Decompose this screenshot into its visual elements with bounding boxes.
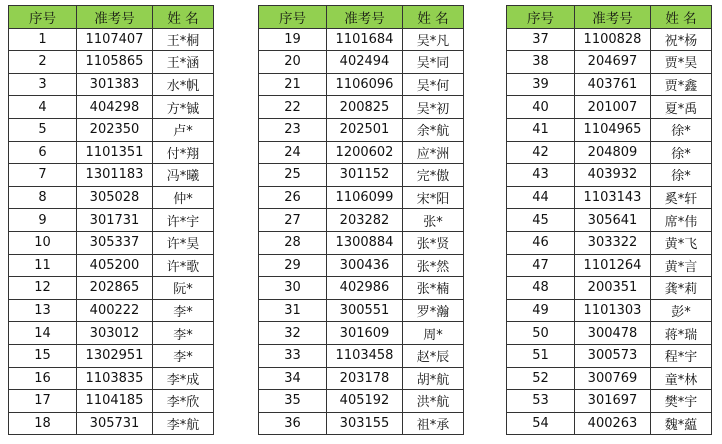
name-cell: 彭* [651, 299, 712, 322]
table-row [259, 209, 464, 232]
name-cell: 贾*昊 [651, 51, 712, 74]
seq-cell: 3 [9, 73, 77, 96]
name-cell: 水*帆 [153, 73, 214, 96]
seq-cell: 12 [9, 277, 77, 300]
exam-no-cell: 1300884 [327, 231, 403, 254]
column-header-name: 姓 名 [403, 6, 464, 29]
seq-cell: 46 [507, 231, 575, 254]
exam-no-cell: 403761 [575, 73, 651, 96]
seq-cell: 40 [507, 96, 575, 119]
exam-no-cell: 305028 [77, 186, 153, 209]
exam-no-cell: 1101303 [575, 299, 651, 322]
name-cell: 余*航 [403, 118, 464, 141]
table-row [507, 209, 712, 232]
table-row [259, 277, 464, 300]
name-cell: 张*贤 [403, 231, 464, 254]
table-row [259, 51, 464, 74]
table-row [507, 254, 712, 277]
table-row [259, 299, 464, 322]
table-row [9, 186, 214, 209]
name-cell: 阮* [153, 277, 214, 300]
name-cell: 夏*禹 [651, 96, 712, 119]
table-row [507, 51, 712, 74]
name-cell: 完*傲 [403, 164, 464, 187]
table-row [259, 164, 464, 187]
table-row [259, 141, 464, 164]
name-cell: 李* [153, 322, 214, 345]
exam-no-cell: 404298 [77, 96, 153, 119]
exam-no-cell: 1103458 [327, 344, 403, 367]
column-header-name: 姓 名 [651, 6, 712, 29]
table-row [9, 322, 214, 345]
seq-cell: 54 [507, 412, 575, 435]
table-row [259, 412, 464, 435]
seq-cell: 7 [9, 164, 77, 187]
name-cell: 张*楠 [403, 277, 464, 300]
roster-table-1 [8, 5, 214, 435]
name-cell: 宋*阳 [403, 186, 464, 209]
table-row [507, 96, 712, 119]
table-row [9, 96, 214, 119]
table-row [9, 118, 214, 141]
column-header-name: 姓 名 [153, 6, 214, 29]
seq-cell: 36 [259, 412, 327, 435]
exam-no-cell: 300573 [575, 344, 651, 367]
name-cell: 蒋*瑞 [651, 322, 712, 345]
seq-cell: 25 [259, 164, 327, 187]
seq-cell: 4 [9, 96, 77, 119]
exam-no-cell: 1104185 [77, 390, 153, 413]
name-cell: 黄*飞 [651, 231, 712, 254]
table-row [507, 322, 712, 345]
seq-cell: 38 [507, 51, 575, 74]
seq-cell: 45 [507, 209, 575, 232]
seq-cell: 8 [9, 186, 77, 209]
name-cell: 罗*瀚 [403, 299, 464, 322]
table-row [9, 209, 214, 232]
table-row [259, 254, 464, 277]
exam-no-cell: 202501 [327, 118, 403, 141]
name-cell: 童*林 [651, 367, 712, 390]
table-row [507, 412, 712, 435]
seq-cell: 6 [9, 141, 77, 164]
exam-no-cell: 405192 [327, 390, 403, 413]
seq-cell: 23 [259, 118, 327, 141]
exam-no-cell: 1106096 [327, 73, 403, 96]
name-cell: 仲* [153, 186, 214, 209]
name-cell: 徐* [651, 164, 712, 187]
exam-no-cell: 1104965 [575, 118, 651, 141]
table-row [259, 390, 464, 413]
seq-cell: 11 [9, 254, 77, 277]
table-row [507, 231, 712, 254]
exam-no-cell: 1103835 [77, 367, 153, 390]
name-cell: 张* [403, 209, 464, 232]
table-row [259, 118, 464, 141]
table-row [9, 164, 214, 187]
exam-no-cell: 402494 [327, 51, 403, 74]
exam-no-cell: 1101684 [327, 28, 403, 51]
table-row [507, 141, 712, 164]
name-cell: 徐* [651, 118, 712, 141]
table-row [9, 277, 214, 300]
table-row [9, 141, 214, 164]
name-cell: 赵*辰 [403, 344, 464, 367]
name-cell: 吴*初 [403, 96, 464, 119]
table-row [507, 277, 712, 300]
name-cell: 李* [153, 344, 214, 367]
table-row [9, 344, 214, 367]
seq-cell: 35 [259, 390, 327, 413]
table-row [507, 118, 712, 141]
seq-cell: 43 [507, 164, 575, 187]
seq-cell: 20 [259, 51, 327, 74]
name-cell: 李* [153, 299, 214, 322]
exam-no-cell: 305641 [575, 209, 651, 232]
exam-no-cell: 203178 [327, 367, 403, 390]
seq-cell: 9 [9, 209, 77, 232]
table-row [9, 412, 214, 435]
seq-cell: 34 [259, 367, 327, 390]
exam-no-cell: 400263 [575, 412, 651, 435]
seq-cell: 50 [507, 322, 575, 345]
name-cell: 吴*何 [403, 73, 464, 96]
name-cell: 周* [403, 322, 464, 345]
seq-cell: 21 [259, 73, 327, 96]
exam-no-cell: 201007 [575, 96, 651, 119]
seq-cell: 49 [507, 299, 575, 322]
seq-cell: 42 [507, 141, 575, 164]
exam-no-cell: 203282 [327, 209, 403, 232]
seq-cell: 44 [507, 186, 575, 209]
exam-no-cell: 200351 [575, 277, 651, 300]
seq-cell: 5 [9, 118, 77, 141]
name-cell: 席*伟 [651, 209, 712, 232]
seq-cell: 31 [259, 299, 327, 322]
exam-no-cell: 305731 [77, 412, 153, 435]
exam-no-cell: 301731 [77, 209, 153, 232]
table-row [259, 96, 464, 119]
column-header-exam-no: 准考号 [575, 6, 651, 29]
column-header-seq: 序号 [259, 6, 327, 29]
name-cell: 王*涵 [153, 51, 214, 74]
exam-no-cell: 1106099 [327, 186, 403, 209]
seq-cell: 28 [259, 231, 327, 254]
name-cell: 李*航 [153, 412, 214, 435]
exam-no-cell: 300551 [327, 299, 403, 322]
exam-no-cell: 204697 [575, 51, 651, 74]
exam-no-cell: 301609 [327, 322, 403, 345]
name-cell: 卢* [153, 118, 214, 141]
name-cell: 方*铖 [153, 96, 214, 119]
name-cell: 贾*鑫 [651, 73, 712, 96]
exam-no-cell: 1107407 [77, 28, 153, 51]
seq-cell: 51 [507, 344, 575, 367]
exam-no-cell: 300478 [575, 322, 651, 345]
seq-cell: 15 [9, 344, 77, 367]
table-row [259, 73, 464, 96]
name-cell: 应*洲 [403, 141, 464, 164]
table-row [507, 390, 712, 413]
seq-cell: 13 [9, 299, 77, 322]
seq-cell: 41 [507, 118, 575, 141]
seq-cell: 48 [507, 277, 575, 300]
seq-cell: 10 [9, 231, 77, 254]
name-cell: 吴*凡 [403, 28, 464, 51]
table-row [9, 390, 214, 413]
exam-no-cell: 303322 [575, 231, 651, 254]
name-cell: 祖*承 [403, 412, 464, 435]
name-cell: 吴*同 [403, 51, 464, 74]
name-cell: 洪*航 [403, 390, 464, 413]
table-row [507, 73, 712, 96]
table-row [259, 28, 464, 51]
exam-no-cell: 1302951 [77, 344, 153, 367]
exam-no-cell: 1301183 [77, 164, 153, 187]
exam-no-cell: 202350 [77, 118, 153, 141]
seq-cell: 47 [507, 254, 575, 277]
name-cell: 张*然 [403, 254, 464, 277]
name-cell: 付*翔 [153, 141, 214, 164]
table-row [507, 344, 712, 367]
exam-no-cell: 300769 [575, 367, 651, 390]
table-row [9, 28, 214, 51]
seq-cell: 52 [507, 367, 575, 390]
table-row [9, 367, 214, 390]
exam-no-cell: 300436 [327, 254, 403, 277]
column-header-seq: 序号 [9, 6, 77, 29]
seq-cell: 2 [9, 51, 77, 74]
seq-cell: 16 [9, 367, 77, 390]
name-cell: 许*昊 [153, 231, 214, 254]
seq-cell: 22 [259, 96, 327, 119]
exam-no-cell: 1103143 [575, 186, 651, 209]
seq-cell: 24 [259, 141, 327, 164]
name-cell: 樊*宇 [651, 390, 712, 413]
column-header-exam-no: 准考号 [77, 6, 153, 29]
table-row [507, 367, 712, 390]
seq-cell: 39 [507, 73, 575, 96]
name-cell: 李*欣 [153, 390, 214, 413]
exam-no-cell: 402986 [327, 277, 403, 300]
column-header-seq: 序号 [507, 6, 575, 29]
name-cell: 许*宇 [153, 209, 214, 232]
seq-cell: 53 [507, 390, 575, 413]
table-row [9, 73, 214, 96]
header-row [507, 6, 712, 29]
exam-no-cell: 204809 [575, 141, 651, 164]
exam-no-cell: 1200602 [327, 141, 403, 164]
table-row [259, 186, 464, 209]
exam-no-cell: 405200 [77, 254, 153, 277]
table-row [9, 231, 214, 254]
seq-cell: 1 [9, 28, 77, 51]
table-row [259, 231, 464, 254]
table-row [9, 51, 214, 74]
name-cell: 冯*曦 [153, 164, 214, 187]
exam-no-cell: 301697 [575, 390, 651, 413]
table-row [259, 322, 464, 345]
header-row [259, 6, 464, 29]
seq-cell: 14 [9, 322, 77, 345]
table-row [507, 28, 712, 51]
name-cell: 龚*莉 [651, 277, 712, 300]
table-row [9, 299, 214, 322]
roster-table-2 [258, 5, 464, 435]
name-cell: 胡*航 [403, 367, 464, 390]
exam-no-cell: 202865 [77, 277, 153, 300]
seq-cell: 33 [259, 344, 327, 367]
name-cell: 王*桐 [153, 28, 214, 51]
seq-cell: 32 [259, 322, 327, 345]
seq-cell: 18 [9, 412, 77, 435]
roster-table-3 [506, 5, 712, 435]
name-cell: 程*宇 [651, 344, 712, 367]
seq-cell: 27 [259, 209, 327, 232]
exam-no-cell: 400222 [77, 299, 153, 322]
table-row [507, 299, 712, 322]
name-cell: 徐* [651, 141, 712, 164]
name-cell: 奚*轩 [651, 186, 712, 209]
seq-cell: 29 [259, 254, 327, 277]
exam-no-cell: 305337 [77, 231, 153, 254]
name-cell: 黄*言 [651, 254, 712, 277]
header-row [9, 6, 214, 29]
table-row [9, 254, 214, 277]
exam-no-cell: 1101351 [77, 141, 153, 164]
table-row [259, 367, 464, 390]
exam-no-cell: 1105865 [77, 51, 153, 74]
seq-cell: 30 [259, 277, 327, 300]
exam-no-cell: 403932 [575, 164, 651, 187]
seq-cell: 37 [507, 28, 575, 51]
table-row [507, 164, 712, 187]
exam-no-cell: 301383 [77, 73, 153, 96]
exam-no-cell: 303155 [327, 412, 403, 435]
table-row [507, 186, 712, 209]
name-cell: 魏*藴 [651, 412, 712, 435]
name-cell: 祝*杨 [651, 28, 712, 51]
seq-cell: 17 [9, 390, 77, 413]
exam-no-cell: 303012 [77, 322, 153, 345]
exam-no-cell: 1100828 [575, 28, 651, 51]
column-header-exam-no: 准考号 [327, 6, 403, 29]
exam-no-cell: 301152 [327, 164, 403, 187]
name-cell: 李*成 [153, 367, 214, 390]
exam-no-cell: 200825 [327, 96, 403, 119]
name-cell: 许*歌 [153, 254, 214, 277]
exam-no-cell: 1101264 [575, 254, 651, 277]
seq-cell: 19 [259, 28, 327, 51]
seq-cell: 26 [259, 186, 327, 209]
table-row [259, 344, 464, 367]
